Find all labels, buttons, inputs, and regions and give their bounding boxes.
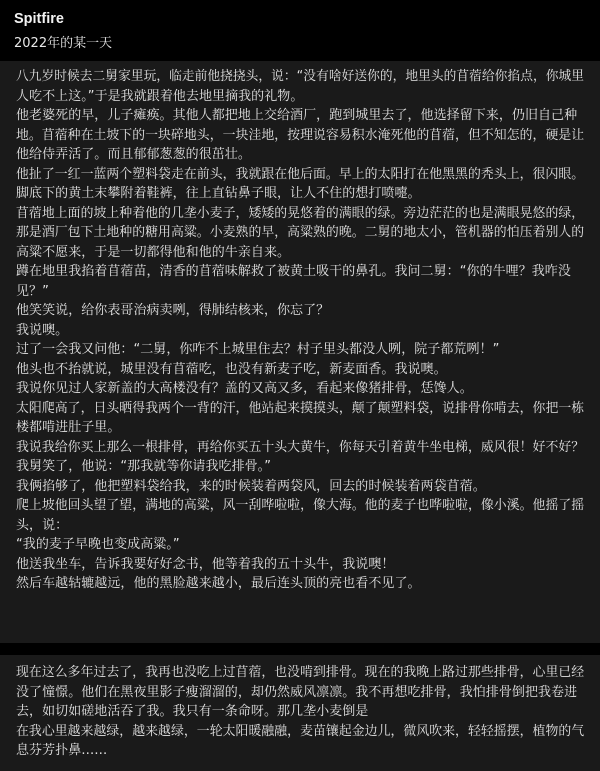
story-text-line: 爬上坡他回头望了望，满地的高粱，风一刮哗啦啦，像大海。他的麦子也哗啦啦，像小溪。他摇了摇 (16, 498, 585, 513)
story-text-line: 八九岁时候去二舅家里玩，临走前他挠挠头，说：“没有啥好送你的，地里头的苜蓿给你掐点，你城里 (16, 69, 584, 84)
story-text-line: 头，说： (16, 517, 69, 533)
story-text-line: 见？” (16, 283, 49, 299)
story-text-line: 我俩掐够了，他把塑料袋给我，来的时候装着两袋风，回去的时候装着两袋苜蓿。 (16, 478, 486, 494)
story-text-line: 他送我坐车，告诉我要好好念书，他等着我的五十头牛，我说噢！ (16, 556, 395, 572)
story-text-line: 地。苜蓿种在土坡下的一块碎地头，一块洼地，按理说容易积水淹死他的苜蓿，但不知怎的，硬是让 (16, 127, 585, 143)
story-card (0, 61, 600, 643)
story-text-line: 然后车越轱辘越远，他的黑脸越来越小，最后连头顶的亮也看不见了。 (16, 576, 421, 591)
story-text-line: 高粱不愿来，于是一切都得他和他的牛亲自来。 (16, 244, 291, 260)
story-text-line: 那是酒厂包下土地种的糖用高粱。小麦熟的早，高粱熟的晚。二舅的地太小，管机器的怕压着别人的 (16, 225, 585, 240)
story-text-line: 他老婆死的早，儿子瘫痪。其他人都把地上交给酒厂，跑到城里去了，他选择留下来，仍旧自己种 (16, 108, 578, 123)
story-text-line: 他给侍弄活了。而且郁郁葱葱的很茁壮。 (16, 147, 251, 162)
story-text-line: 蹲在地里我掐着苜蓿苗，清香的苜蓿味解救了被黄土吸干的鼻孔。我问二舅：“你的牛哩？我咋没 (16, 264, 571, 279)
story-text-line: 他扯了一红一蓝两个塑料袋走在前头，我就跟在他后面。早上的太阳打在他黑黑的秃头上，很闪眼。 (16, 166, 585, 182)
epilogue-text-line: 现在这么多年过去了，我再也没吃上过苜蓿，也没啃到排骨。现在的我晚上路过那些排骨，心里已经 (16, 665, 585, 680)
story-text-line: 人吃不上这。”于是我就跟着他去地里摘我的礼物。 (16, 88, 304, 104)
story-text-line: 脚底下的黄土末攀附着鞋裤，往上直钻鼻子眼，让人不住的想打喷嚏。 (16, 186, 421, 201)
story-text-line: 他头也不抬就说，城里没有苜蓿吃，也没有新麦子吃，新麦面香。我说噢。 (16, 361, 447, 377)
epilogue-card (0, 655, 600, 771)
epilogue-text-line: 在我心里越来越绿，越来越绿，一轮太阳暖融融，麦苗镶起金边儿，微风吹来，轻轻摇摆，植物的气 (16, 723, 585, 739)
story-text-line: 我说噢。 (16, 322, 69, 338)
story-text-line: “我的麦子早晚也变成高粱。” (16, 537, 180, 552)
epilogue-text-line: 去，如切如磋地活吞了我。我只有一条命呀。那几垄小麦倒是 (16, 704, 369, 719)
story-text-line: 他笑笑说，给你表哥治病卖咧，得肺结核来，你忘了？ (16, 303, 330, 318)
story-text-line: 我舅笑了，他说：“那我就等你请我吃排骨。” (16, 459, 272, 474)
story-text-line: 楼都啃进肚子里。 (16, 420, 121, 435)
post-header (14, 10, 574, 53)
post-date: 2022年的某一天 (14, 36, 113, 51)
epilogue-text-line: 息芬芳扑鼻…… (16, 743, 108, 758)
story-text-line: 我说你见过人家新盖的大高楼没有？盖的又高又多，看起来像猪排骨，恁馋人。 (16, 381, 473, 396)
story-text-line: 太阳爬高了，日头晒得我两个一背的汗，他站起来摸摸头，颠了颠塑料袋，说排骨你啃去，你把一栋 (16, 400, 585, 416)
story-text-line: 过了一会我又问他：“二舅，你咋不上城里住去？村子里头都没人咧，院子都荒咧！” (16, 342, 500, 357)
author-name: Spitfire (14, 11, 64, 27)
story-text-line: 我说我给你买上那么一根排骨，再给你买五十头大黄牛，你每天引着黄牛坐电梯，威风很！好不好？ (16, 439, 585, 455)
epilogue-text-line: 没了憧憬。他们在黑夜里影子瘦溜溜的，却仍然威风凛凛。我不再想吃排骨，我怕排骨倒把我卷进 (16, 684, 578, 700)
story-text-line: 苜蓿地上面的坡上种着他的几垄小麦子，矮矮的晃悠着的满眼的绿。旁边茫茫的也是满眼晃悠的绿， (16, 205, 585, 221)
